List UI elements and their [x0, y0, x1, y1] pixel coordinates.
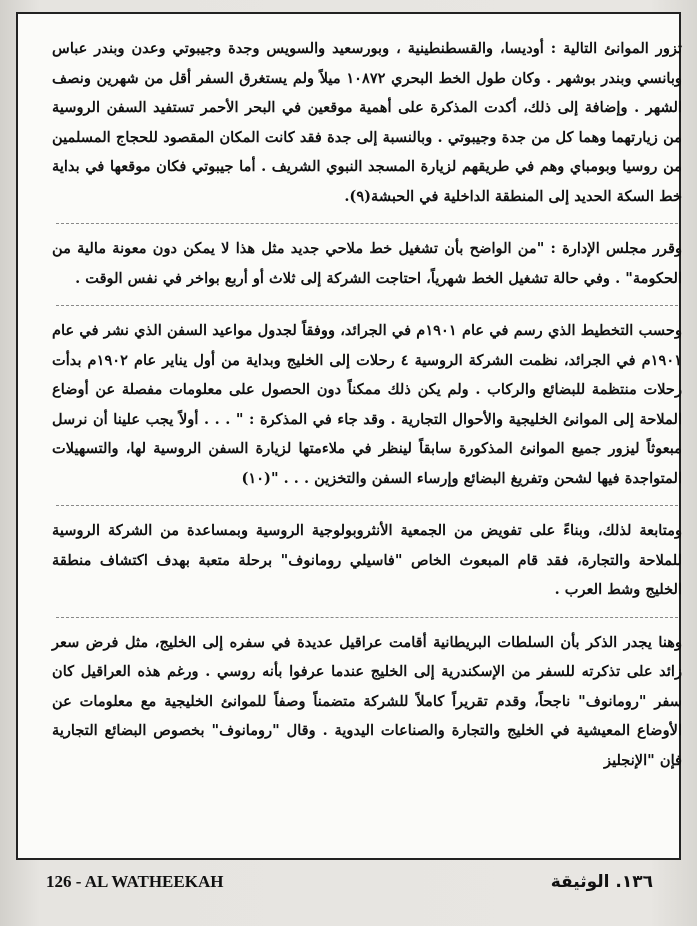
paragraph-4: ومتابعة لذلك، وبناءً على تفويض من الجمعية الأنثروبولوجية الروسية وبمساعدة من الشركة الروسية للملاحة والتجارة، فقد قام المبعوث الخاص "فاسيلي رومانوف" برحلة متعبة بهدف اكتشاف منطقة الخليج وشط العرب .: [52, 522, 682, 598]
page-footer: [20, 872, 677, 902]
paragraph-2: وقرر مجلس الإدارة : "من الواضح بأن تشغيل خط ملاحي جديد مثل هذا لا يمكن دون معونة مالية من الحكومة" . وفي حالة تشغيل الخط شهرياً، احتاجت الشركة إلى ثلاث أو أربع بواخر في نفس الوقت .: [52, 240, 682, 287]
paragraph-5: وهنا يجدر الذكر بأن السلطات البريطانية أقامت عراقيل عديدة في سفره إلى الخليج، مثل فرض سعر زائد على تذكرته للسفر من الإسكندرية إلى الخليج عندما عرفوا بأنه روسي . ورغم هذه العراقيل كان سفر "رومانوف" ناجحاً، وقدم تقريراً كاملاً للشركة متضمناً وصفاً للموانئ الخليجية مع معلومات عن الأوضاع المعيشية في الخليج والتجارة والصناعات اليدوية . وقال "رومانوف" بخصوص البضائع التجارية فإن "الإنجليز: [52, 633, 682, 769]
paragraph-divider: [56, 617, 678, 618]
paragraph-1: تزور الموانئ التالية : أوديسا، والقسطنطينية ، وبورسعيد والسويس وجدة وجيبوتي وعدن وبندر عباس وبانسي وبندر بوشهر . وكان طول الخط البحري ١٠٨٧٢ ميلاً ولم يستغرق السفر أقل من شهرين ونصف الشهر . وإضافة إلى ذلك، أكدت المذكرة على أهمية موقعين في البحر الأحمر تستفيد السفن الروسية من زيارتهما وهما كل من جدة وجيبوتي . وبالنسبة إلى جدة فقد كانت المكان المقصود للحجاج المسلمين من روسيا وبومباي وهم في طريقهم لزيارة المسجد النبوي الشريف . أما جيبوتي فكان موقعها في بداية خط السكة الحديد إلى المنطقة الداخلية في الحبشة(٩).: [52, 40, 682, 205]
text-frame: [16, 12, 681, 860]
paragraph-divider: [56, 305, 678, 306]
paragraph-divider: [56, 505, 678, 506]
footer-page-label-ar: ١٣٦. الوثيقة: [550, 872, 653, 892]
footer-page-label-en: 126 - AL WATHEEKAH: [46, 872, 224, 891]
article-body: [52, 34, 682, 775]
paragraph-divider: [56, 223, 678, 224]
paragraph-3: وحسب التخطيط الذي رسم في عام ١٩٠١م في الجرائد، ووفقاً لجدول مواعيد السفن الذي نشر في عام ١٩٠١م في الجرائد، نظمت الشركة الروسية ٤ رحلات إلى الخليج وبداية من أول يناير عام ١٩٠٢م بدأت رحلات منتظمة للبضائع والركاب . ولم يكن ذلك ممكناً دون الحصول على معلومات مفصلة عن أوضاع الملاحة إلى الموانئ الخليجية والأحوال التجارية . وقد جاء في المذكرة : " . . . أولاً يجب علينا أن نرسل مبعوثاً ليزور جميع الموانئ المذكورة سابقاً لينظر في ملاءمتها لزيارة السفن الروسية لها، والتسهيلات المتواجدة فيها لشحن وتفريغ البضائع وإرساء السفن والتخزين . . . "(١٠): [52, 322, 683, 487]
